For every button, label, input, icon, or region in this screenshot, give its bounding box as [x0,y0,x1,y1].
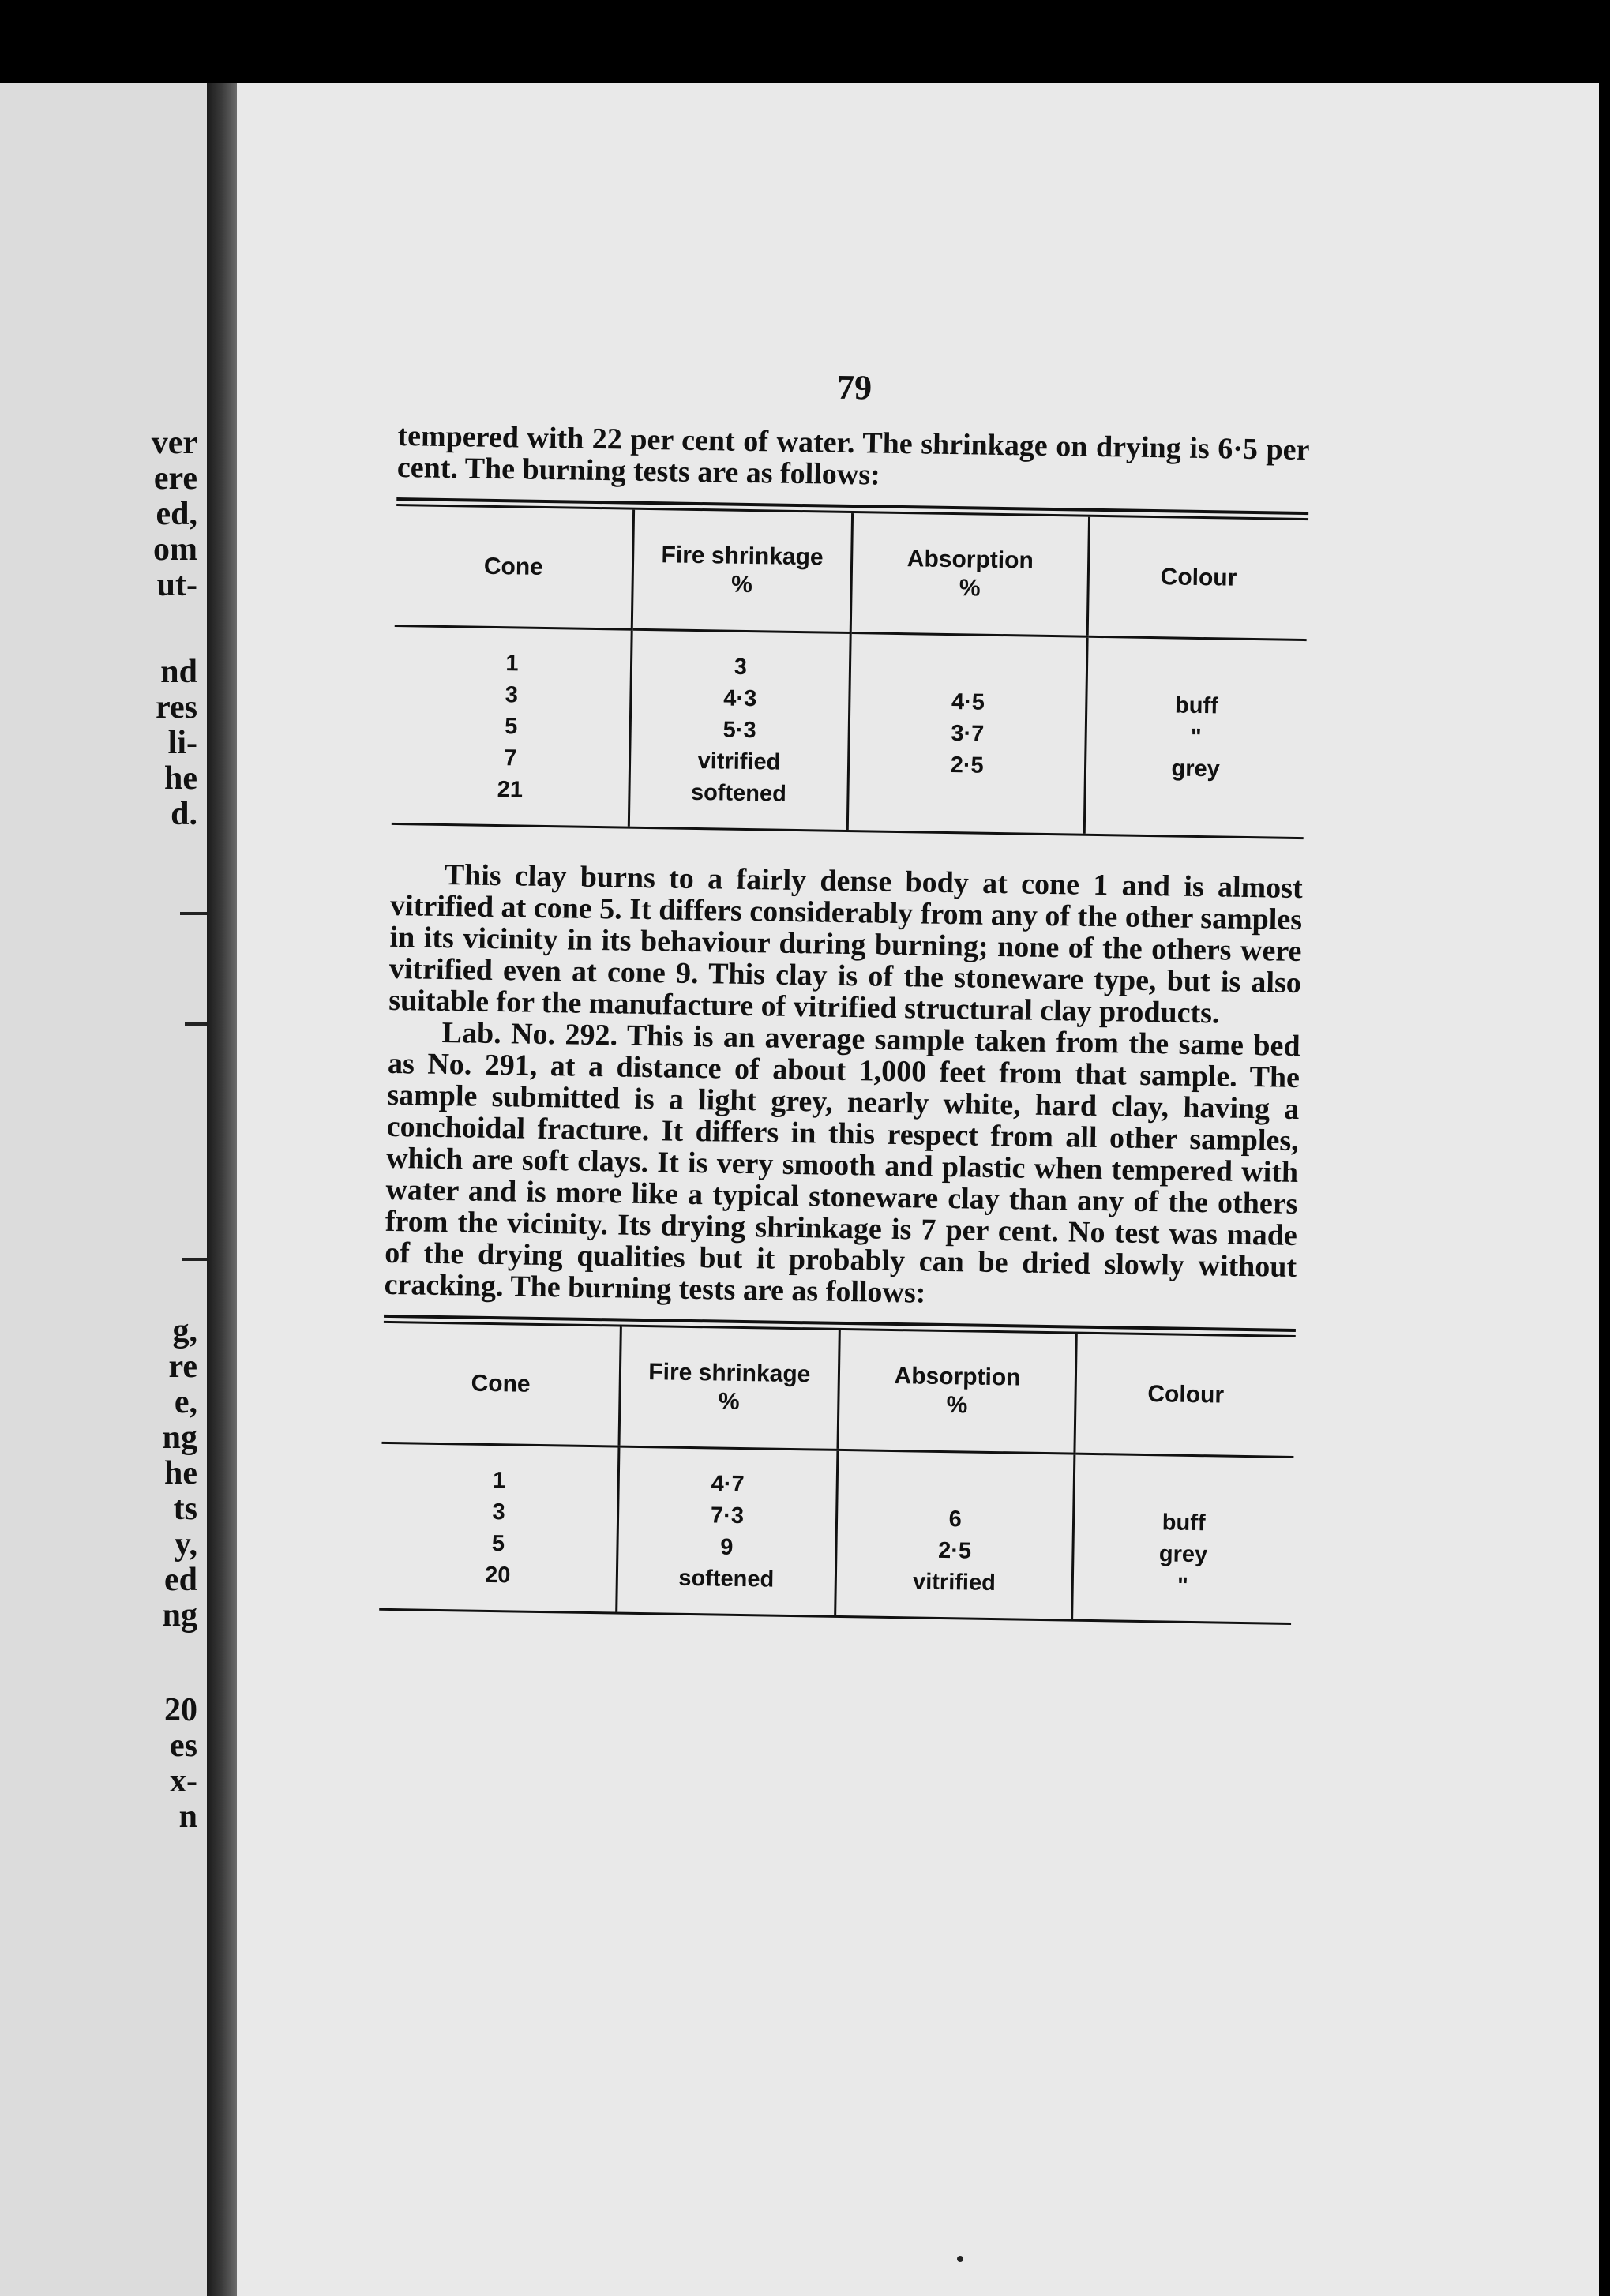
header-label: Fire shrinkage [661,542,824,571]
cell-value: buff [1162,1510,1206,1536]
left-page-word: res [156,689,197,726]
header-label: Absorption [894,1363,1021,1391]
left-page-word: ver [151,425,197,461]
cell-value: 7·3 [710,1503,745,1529]
burning-tests-table-1 [392,497,1308,839]
cone-cell [392,625,632,826]
col-header-fire-shrinkage [619,1327,840,1450]
table-row [392,625,1307,837]
col-header-cone [382,1323,621,1446]
header-label: Fire shrinkage [648,1359,811,1388]
left-page-word: ts [173,1491,197,1527]
cell-value: grey [1171,756,1221,782]
cell-value: vitrified [697,748,781,775]
table-row [379,1443,1293,1623]
left-page-word: x- [170,1763,197,1799]
col-header-absorption [850,513,1090,636]
colour-cell [1072,1454,1293,1623]
colour-cell [1085,636,1307,837]
col-header-cone [395,506,634,629]
page-number: 79 [836,367,873,407]
col-header-absorption [838,1330,1077,1454]
cell-value: 1 [505,651,519,677]
cell-value [854,779,1079,814]
cell-value: 5 [491,1531,505,1557]
left-page-word: d. [171,796,197,832]
cell-value: " [1190,724,1202,751]
body-paragraph: This clay burns to a fairly dense body at cone 1 and is almost vitrified at cone 5. It differs considerably from any of the other samples in its vicinity in its behaviour during burning; none of the others were vitrified even at cone 9. This clay is of the stoneware type, but is also suitable for the manufacture of vitrified structural clay products. [388,857,1304,1030]
cell-value: 9 [720,1534,734,1560]
cell-value [856,653,1082,688]
body-paragraph: Lab. No. 292. This is an average sample taken from the same bed as No. 291, at a distance of about 1,000 feet from that sample. The sample submitted is a light grey, nearly white, hard clay, having a conchoidal fracture. It differs in this respect from all other samples, which are soft clays. It is very smooth and plastic when tempered with water and is more like a typical stoneware clay than any of the others from the vicinity. Its drying shrinkage is 7 per cent. No test was made of the drying qualities but it probably can be dried slowly without cracking. The burning tests are as follows: [384,1015,1300,1310]
left-page-word: 20 [164,1692,197,1728]
left-page-word: ut- [156,567,197,603]
cell-value: grey [1158,1541,1208,1568]
header-unit: % [730,571,753,598]
left-page-word: ng [162,1420,197,1456]
col-header-colour [1075,1334,1296,1458]
cell-value: 3 [492,1499,505,1525]
left-page-word: li- [167,725,197,761]
left-page-fragment [0,83,212,2296]
cell-value: softened [690,779,787,807]
cell-value: 21 [497,777,524,803]
table-1 [392,506,1308,837]
left-page-word: g, [172,1313,197,1349]
fire-shrinkage-cell [629,629,850,830]
table-2 [379,1323,1296,1623]
cell-value: 5 [504,714,518,740]
left-page-word: ed [164,1562,197,1598]
cell-value [1093,657,1301,692]
burning-tests-table-2 [379,1315,1296,1625]
cell-value: 3 [734,654,748,680]
left-page-word: he [164,1455,197,1491]
header-label: Cone [471,1370,531,1397]
header-label: Absorption [906,546,1034,574]
header-unit: % [946,1392,968,1419]
cell-value: 2·5 [937,1537,972,1564]
header-unit: % [959,575,981,602]
cell-value: 7 [504,745,517,771]
intro-paragraph: tempered with 22 per cent of water. The shrinkage on drying is 6·5 per cent. The burning tests are as follows: [396,418,1310,492]
cell-value: buff [1174,692,1219,719]
cell-value: " [1177,1573,1189,1599]
cell-value: 6 [948,1506,963,1533]
cell-value: 4·7 [711,1471,745,1498]
header-label: Colour [1147,1381,1225,1409]
left-page-word: ed, [156,496,197,532]
header-unit: % [718,1388,740,1415]
left-page-word: y, [174,1526,197,1563]
ink-speck [957,2256,963,2262]
col-header-fire-shrinkage [632,510,853,633]
col-header-colour [1087,517,1308,640]
left-page-word: ng [162,1597,197,1634]
cone-cell [379,1443,619,1611]
page-content [379,363,1311,1658]
cell-value: 20 [484,1562,511,1589]
header-row [382,1323,1296,1458]
cell-value: 1 [492,1468,506,1494]
cell-value: 4·5 [951,689,985,715]
book-page [237,83,1599,2296]
absorption-cell [847,633,1087,834]
cell-value: 4·3 [723,685,757,712]
cell-value: softened [678,1565,775,1593]
left-page-word: om [153,531,197,568]
left-page-word: e, [174,1384,197,1420]
cell-value [1090,783,1299,818]
left-page-word: n [178,1799,197,1835]
cell-value: 5·3 [722,717,756,744]
left-page-word: ere [153,460,197,497]
cell-value: vitrified [912,1569,996,1596]
left-page-word: nd [160,654,197,690]
book-gutter [207,83,240,2296]
cell-value: 2·5 [950,752,984,778]
left-page-word: re [168,1349,197,1385]
cell-value: 3·7 [951,721,985,747]
absorption-cell [835,1450,1075,1619]
header-label: Colour [1160,564,1237,591]
cell-value: 3 [505,682,519,708]
cell-value [1080,1474,1289,1509]
fire-shrinkage-cell [616,1446,837,1615]
cell-value [843,1470,1068,1505]
header-row [395,506,1308,640]
left-page-word: he [164,760,197,797]
header-label: Cone [483,553,544,580]
left-page-word: es [170,1728,197,1764]
